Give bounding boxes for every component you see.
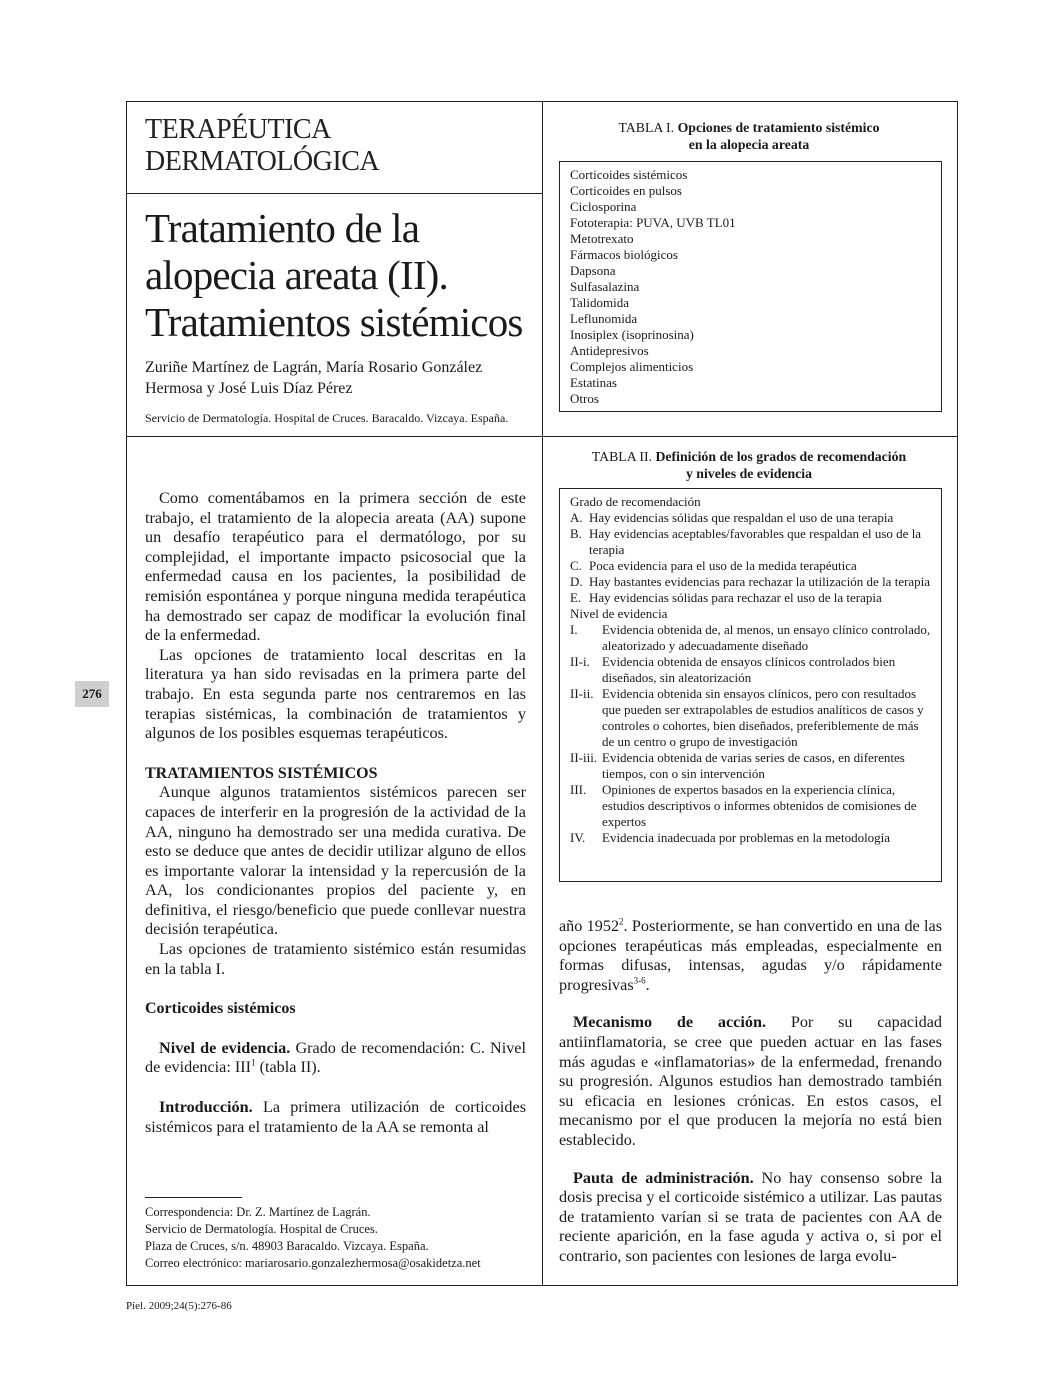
title-line: Tratamientos sistémicos <box>145 299 523 345</box>
intro-text: La primera utilización de corticoides sistémicos para el tratamiento de la AA se remonta al <box>145 1098 527 1136</box>
table1-item: Dapsona <box>570 263 616 278</box>
table2-row <box>570 686 931 750</box>
correspondence-line: Plaza de Cruces, s/n. 48903 Baracaldo. Vizcaya. España. <box>145 1239 429 1253</box>
table1-item: Otros <box>570 391 599 406</box>
page-number: 276 <box>75 681 109 707</box>
authors <box>145 357 540 399</box>
table2-row <box>570 510 931 526</box>
pauta-text: No hay consenso sobre la dosis precisa y el corticoide sistémico a utilizar. Las pautas de tratamiento varían si se trata de pacientes con AA de reciente aparición, en la fase aguda y activa o, si por el contrario, son pacientes con lesiones de larga evolu- <box>559 1168 943 1265</box>
row-text: Evidencia obtenida de varias series de casos, en diferentes tiempos, con o sin intervención <box>602 750 905 781</box>
body-paragraph: Aunque algunos tratamientos sistémicos parecen ser capaces de interferir en la progresión de la actividad de la AA, ninguno ha demostrado ser una medida curativa. De esto se deduce que antes de decidir utilizar alguno de ellos es importante valorar la intensidad y la repercusión de la AA, los condicionantes propios del paciente y, en definitiva, el riesgo/beneficio que puede conllevar nuestra decisión terapéutica. <box>145 783 526 939</box>
spacer <box>145 744 526 764</box>
table1-caption-bold: en la alopecia areata <box>688 137 810 152</box>
body-paragraph: Las opciones de tratamiento sistémico están resumidas en la tabla I. <box>145 940 526 978</box>
column-divider <box>542 101 543 1286</box>
heading-corticoides: Corticoides sistémicos <box>145 1000 296 1018</box>
row-text: Hay bastantes evidencias para rechazar la utilización de la terapia <box>589 574 931 589</box>
nivel-paragraph <box>145 1039 526 1078</box>
authors-line: Hermosa y José Luis Díaz Pérez <box>145 380 353 397</box>
correspondence-line: Correo electrónico: mariarosario.gonzalezhermosa@osakidetza.net <box>145 1256 481 1270</box>
nivel-tail: (tabla II). <box>259 1058 321 1077</box>
table2-row <box>570 558 931 574</box>
row-key: E. <box>570 590 582 605</box>
row-text: Evidencia inadecuada por problemas en la metodología <box>602 830 891 845</box>
row-text: Hay evidencias aceptables/favorables que respaldan el uso de la terapia <box>589 526 922 557</box>
table1-item: Corticoides en pulsos <box>570 183 682 198</box>
table1-item: Inosiplex (isoprinosina) <box>570 327 694 342</box>
row-key: IV. <box>570 830 586 845</box>
citation-sup: 2 <box>619 916 624 927</box>
article-title <box>145 205 540 346</box>
section-rule <box>126 193 542 194</box>
table1-item: Complejos alimenticios <box>570 359 694 374</box>
grado-list <box>570 510 931 606</box>
table2-row <box>570 590 931 606</box>
table2-row <box>570 654 931 686</box>
row-text: Evidencia obtenida de ensayos clínicos controlados bien diseñados, sin aleatorización <box>602 654 896 685</box>
pauta-paragraph <box>559 1169 942 1267</box>
nivel-label: Nivel de evidencia. <box>159 1038 291 1057</box>
table1-list <box>570 167 931 407</box>
section-heading <box>145 114 379 178</box>
body-paragraph: Las opciones de tratamiento local descritas en la literatura ya han sido revisadas en la primera parte del trabajo. En esta segunda parte nos centraremos en las terapias sistémicas, la combinación de tratamientos y algunos de los posibles esquemas terapéuticos. <box>145 645 526 743</box>
row-key: II-i. <box>570 654 590 669</box>
table2-box <box>559 488 942 882</box>
table1-item: Leflunomida <box>570 311 638 326</box>
row-text: Evidencia obtenida de, al menos, un ensayo clínico controlado, aleatorizado y adecuadamente diseñado <box>602 622 931 653</box>
mecanismo-label: Mecanismo de acción. <box>573 1013 767 1032</box>
table2-row <box>570 782 931 830</box>
table1-item: Metotrexato <box>570 231 634 246</box>
title-line: alopecia areata (II). <box>145 252 448 298</box>
table2-row <box>570 750 931 782</box>
text-span: año 1952 <box>559 917 620 935</box>
row-key: D. <box>570 574 583 589</box>
intro-label: Introducción. <box>159 1098 253 1117</box>
correspondence-line: Servicio de Dermatología. Hospital de Cruces. <box>145 1222 378 1236</box>
text-span: . <box>645 975 650 994</box>
row-key: III. <box>570 782 587 797</box>
correspondence-line: Correspondencia: Dr. Z. Martínez de Lagrán. <box>145 1205 371 1219</box>
intro-paragraph <box>145 1098 526 1137</box>
right-column <box>559 917 942 1267</box>
table1-item: Ciclosporina <box>570 199 637 214</box>
title-line: Tratamiento de la <box>145 205 420 251</box>
mecanismo-text: Por su capacidad antiinflamatoria, se cree que pueden actuar en las fases más agudas e «inflamatorias» de la enfermedad, frenando su progresión. Algunos estudios han demostrado también su eficacia en lesiones crónicas. En estos casos, el mecanismo por el que producen la mejoría no está bien establecido. <box>559 1013 942 1149</box>
table1-item: Antidepresivos <box>570 343 649 358</box>
header-rule <box>126 436 542 437</box>
row-text: Hay evidencias sólidas para rechazar el uso de la terapia <box>589 590 882 605</box>
body-paragraph: Como comentábamos en la primera sección de este trabajo, el tratamiento de la alopecia areata (AA) supone un desafío terapéutico para el dermatólogo, por su complejidad, el importante impacto psicosocial que la enfermedad causa en los pacientes, la posibilidad de remisión espontánea y porque ninguna medida terapéutica ha demostrado ser capaz de modificar la evolución final de la enfermedad. <box>145 489 526 645</box>
nivel-list <box>570 622 931 846</box>
citation-sup: 1 <box>251 1058 256 1069</box>
row-text: Opiniones de expertos basados en la experiencia clínica, estudios descriptivos o informes obtenidos de comisiones de expertos <box>602 782 917 829</box>
table1-caption-bold: Opciones de tratamiento sistémico <box>677 120 880 135</box>
row-text: Poca evidencia para el uso de la medida terapéutica <box>589 558 857 573</box>
authors-line: Zuriñe Martínez de Lagrán, María Rosario González <box>145 359 483 376</box>
table2-row <box>570 622 931 654</box>
table-rule <box>542 436 958 437</box>
table1-item: Talidomida <box>570 295 630 310</box>
heading-tratamientos: TRATAMIENTOS SISTÉMICOS <box>145 764 378 782</box>
row-key: C. <box>570 558 582 573</box>
table1-item: Corticoides sistémicos <box>570 167 688 182</box>
text-span: . Posteriormente, se han convertido en una de las opciones terapéuticas más empleadas, especialmente en formas difusas, intensas, agudas y/o rápidamente progresivas <box>559 917 942 994</box>
left-column <box>145 489 526 1137</box>
correspondence <box>145 1204 540 1272</box>
table2-row <box>570 526 931 558</box>
table1-box <box>559 161 942 412</box>
table2-caption-bold: Definición de los grados de recomendación <box>655 449 907 464</box>
table2-row <box>570 574 931 590</box>
row-key: A. <box>570 510 583 525</box>
table1-item: Sulfasalazina <box>570 279 640 294</box>
table2-caption <box>558 448 940 482</box>
spacer <box>559 995 942 1013</box>
affiliation: Servicio de Dermatología. Hospital de Cruces. Baracaldo. Vizcaya. España. <box>145 411 509 425</box>
table2-row <box>570 830 931 846</box>
mecanismo-paragraph <box>559 1013 942 1150</box>
spacer <box>145 979 526 999</box>
grado-header: Grado de recomendación <box>570 494 701 509</box>
table1-caption <box>558 119 940 153</box>
row-key: II-ii. <box>570 686 594 701</box>
table1-item: Fármacos biológicos <box>570 247 678 262</box>
table1-item: Fototerapia: PUVA, UVB TL01 <box>570 215 736 230</box>
spacer <box>559 1151 942 1169</box>
footnote-rule <box>145 1197 242 1198</box>
section-line: TERAPÉUTICA <box>145 114 331 145</box>
section-line: DERMATOLÓGICA <box>145 146 380 177</box>
pauta-label: Pauta de administración. <box>573 1168 754 1187</box>
nivel-text: Grado de recomendación: C. Nivel de evidencia: III <box>145 1038 526 1077</box>
table1-item: Estatinas <box>570 375 617 390</box>
journal-reference: Piel. 2009;24(5):276-86 <box>126 1300 232 1312</box>
table1-prefix: TABLA I. <box>618 120 675 135</box>
table2-caption-bold: y niveles de evidencia <box>685 466 813 481</box>
table2-prefix: TABLA II. <box>591 449 652 464</box>
row-key: I. <box>570 622 578 637</box>
row-text: Evidencia obtenida sin ensayos clínicos, pero con resultados que pueden ser extrapolables de estudios analíticos de casos y controles o cohortes, bien diseñados, preferiblemente de más de un centro o grupo de investigación <box>602 686 924 749</box>
nivel-header: Nivel de evidencia <box>570 606 668 621</box>
spacer <box>145 1078 526 1098</box>
spacer <box>145 1019 526 1039</box>
citation-sup: 3-6 <box>633 975 646 986</box>
row-key: B. <box>570 526 582 541</box>
body-paragraph <box>559 917 942 995</box>
row-text: Hay evidencias sólidas que respaldan el uso de una terapia <box>589 510 894 525</box>
row-key: II-iii. <box>570 750 598 765</box>
